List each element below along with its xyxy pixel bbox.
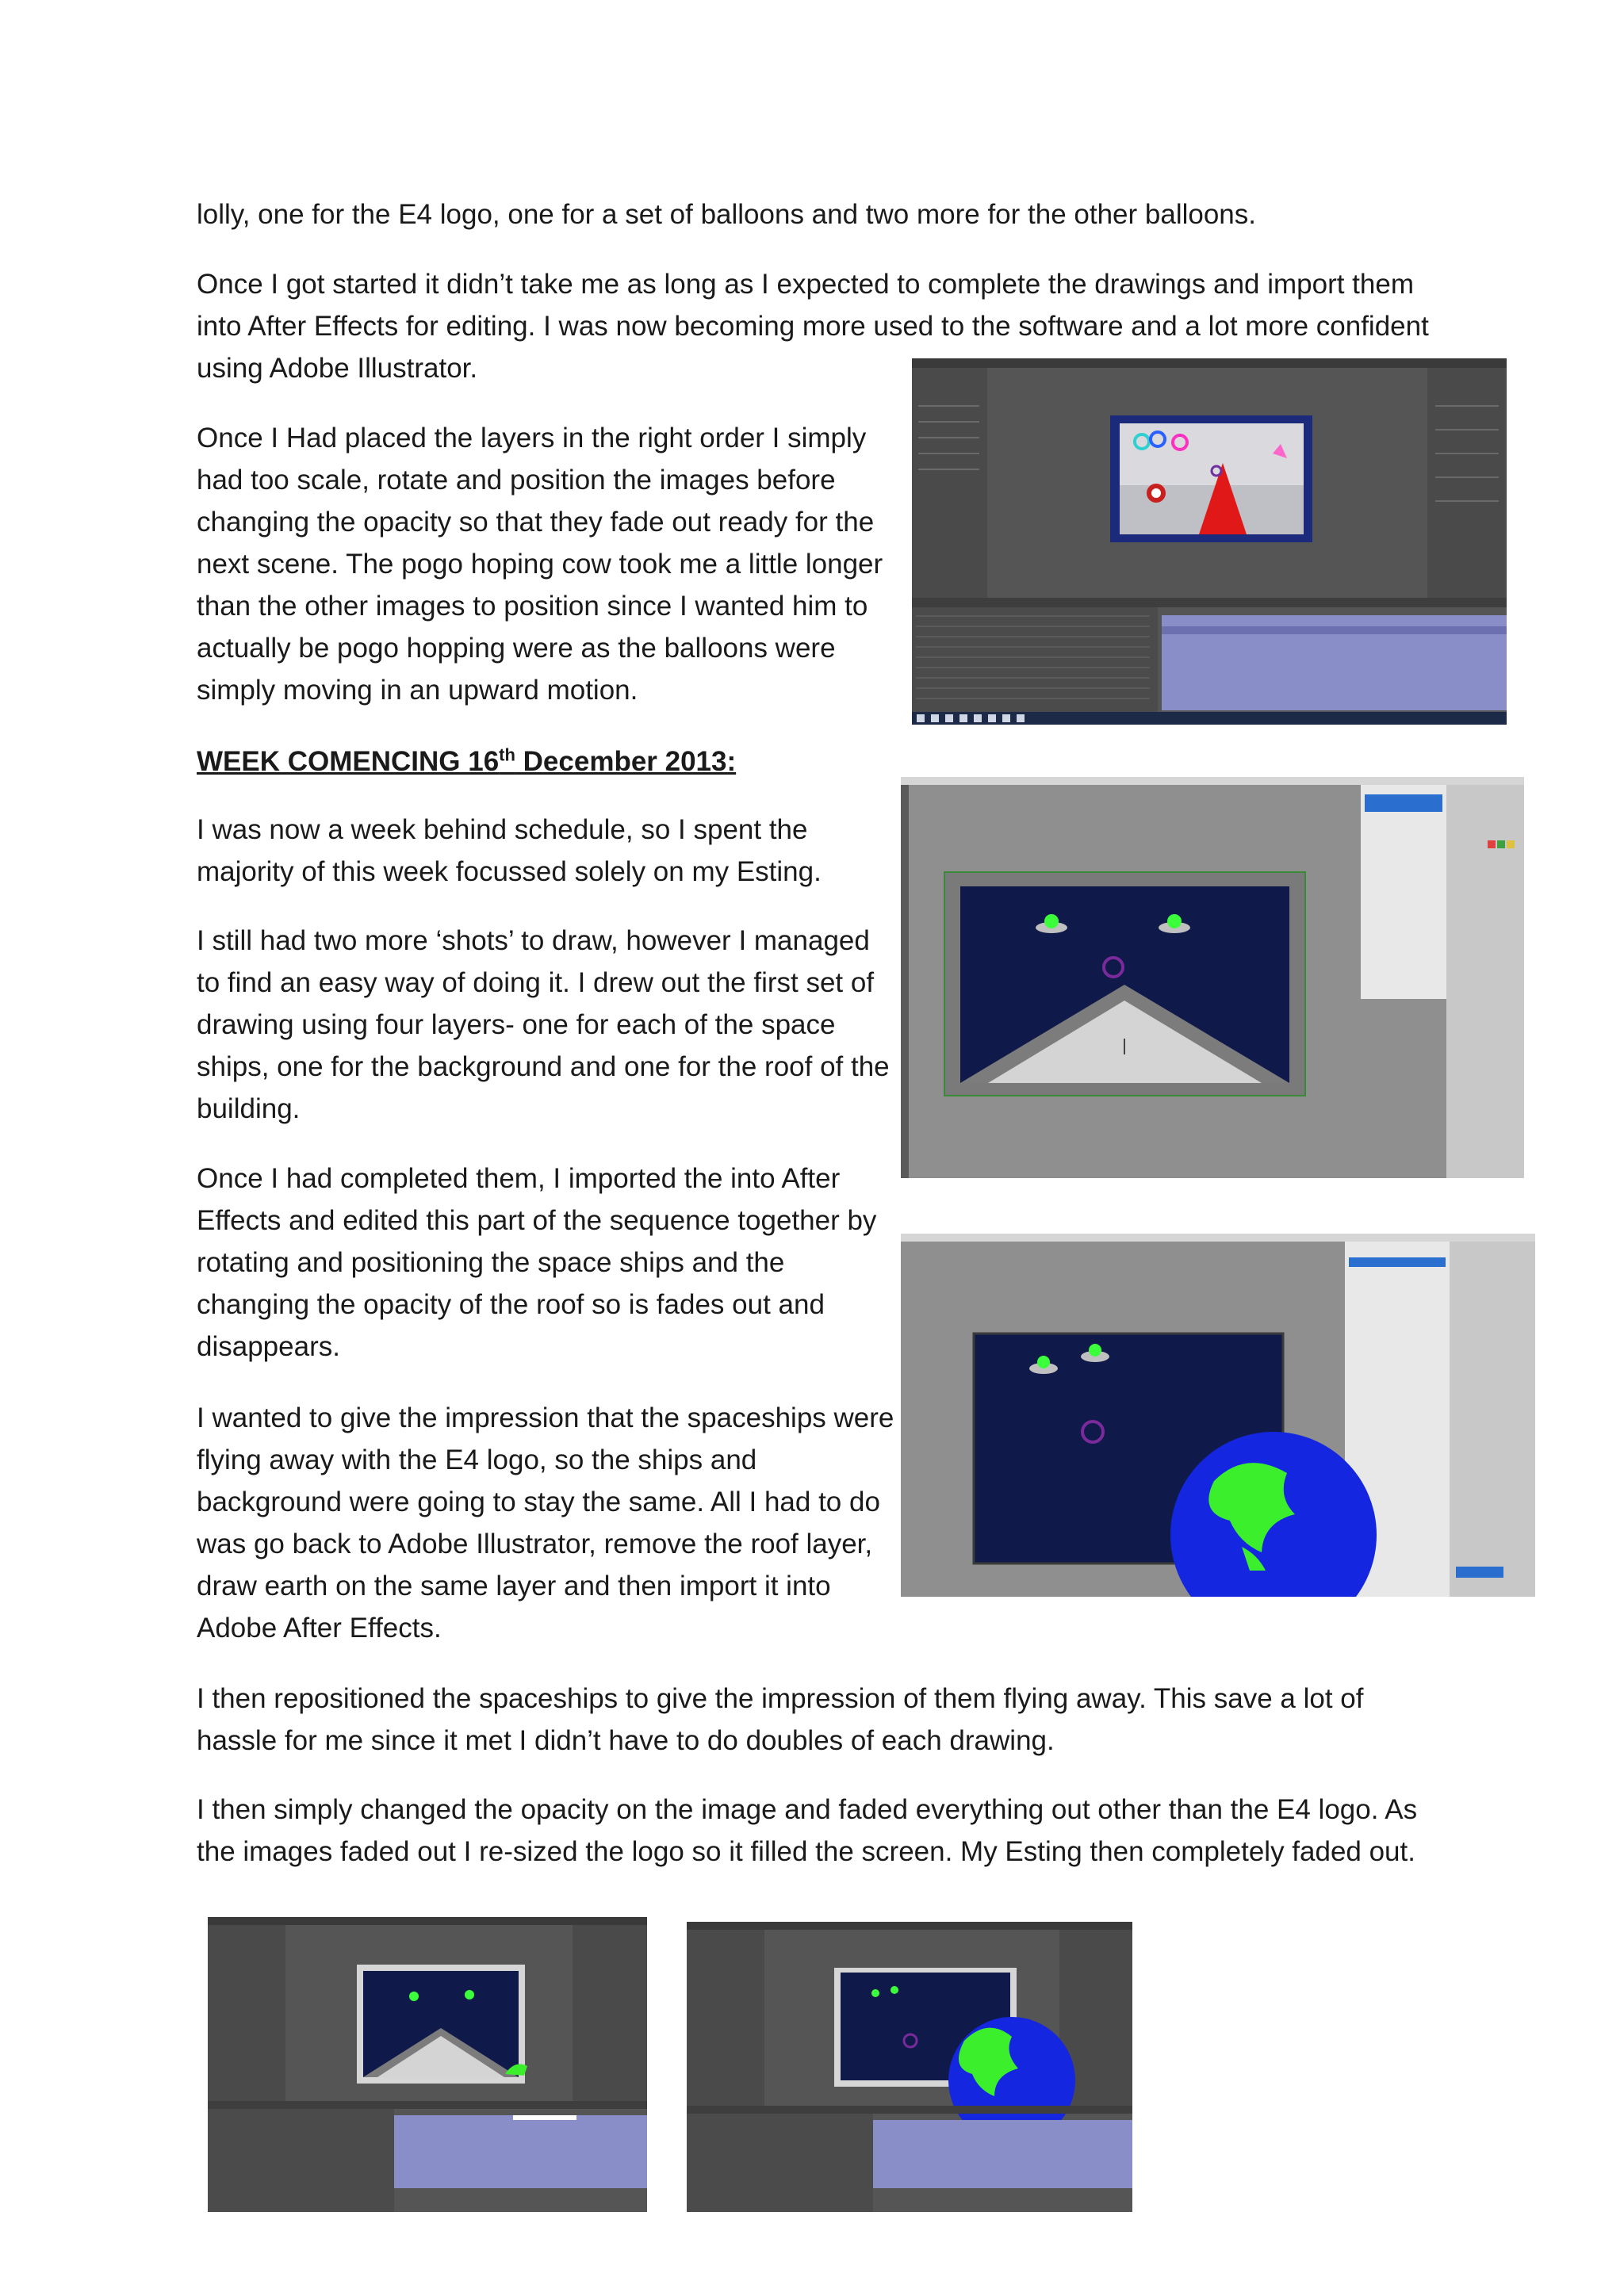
paragraph-layers: Once I Had placed the layers in the right order I simply had too scale, rotate and position the images before changing the opacity so that they fade out ready for the next scene. The pogo hoping cow took me a little longer than the other images to position since I wanted him to actually be pogo hopping were as the balloons were simply moving in an upward motion.	[197, 423, 883, 706]
paragraph-intro: lolly, one for the E4 logo, one for a set of balloons and two more for the other balloons.	[197, 199, 1256, 230]
screenshot-after-effects-balloons	[912, 358, 1507, 725]
screenshot-illustrator-roof	[901, 777, 1524, 1178]
heading-ordinal: th	[499, 744, 515, 765]
paragraph-shots: I still had two more ‘shots’ to draw, however I managed to find an easy way of doing it. I drew out the first set of drawing using four layers- one for each of the space ships, one for the background and one for the roof of the building.	[197, 925, 890, 1124]
paragraph-fade: I then simply changed the opacity on the image and faded everything out other than the E4 logo. As the images faded out I re-sized the logo so it filled the screen. My Esting then completely faded out.	[197, 1794, 1418, 1867]
paragraph-drawings: Once I got started it didn’t take me as long as I expected to complete the drawings and import them into After Effects for editing. I was now becoming more used to the software and a lot more confident using Adobe Illustrator.	[197, 269, 1429, 384]
week-heading	[197, 740, 736, 783]
screenshot-after-effects-earth	[687, 1922, 1132, 2212]
paragraph-reposition: I then repositioned the spaceships to give the impression of them flying away. This save a lot of hassle for me since it met I didn’t have to do doubles of each drawing.	[197, 1683, 1364, 1756]
screenshot-after-effects-roof	[208, 1917, 647, 2212]
paragraph-schedule: I was now a week behind schedule, so I spent the majority of this week focussed solely on my Esting.	[197, 814, 822, 887]
heading-suffix: December 2013:	[515, 746, 737, 777]
screenshot-illustrator-earth	[901, 1234, 1535, 1597]
paragraph-import: Once I had completed them, I imported the into After Effects and edited this part of the sequence together by rotating and positioning the space ships and the changing the opacity of the roof so is fades out and disappears.	[197, 1163, 877, 1362]
paragraph-impression: I wanted to give the impression that the spaceships were flying away with the E4 logo, so the ships and background were going to stay the same. All I had to do was go back to Adobe Illustrator, remove the roof layer, draw earth on the same layer and then import it into Adobe After Effects.	[197, 1402, 894, 1644]
heading-prefix: WEEK COMENCING 16	[197, 746, 500, 777]
